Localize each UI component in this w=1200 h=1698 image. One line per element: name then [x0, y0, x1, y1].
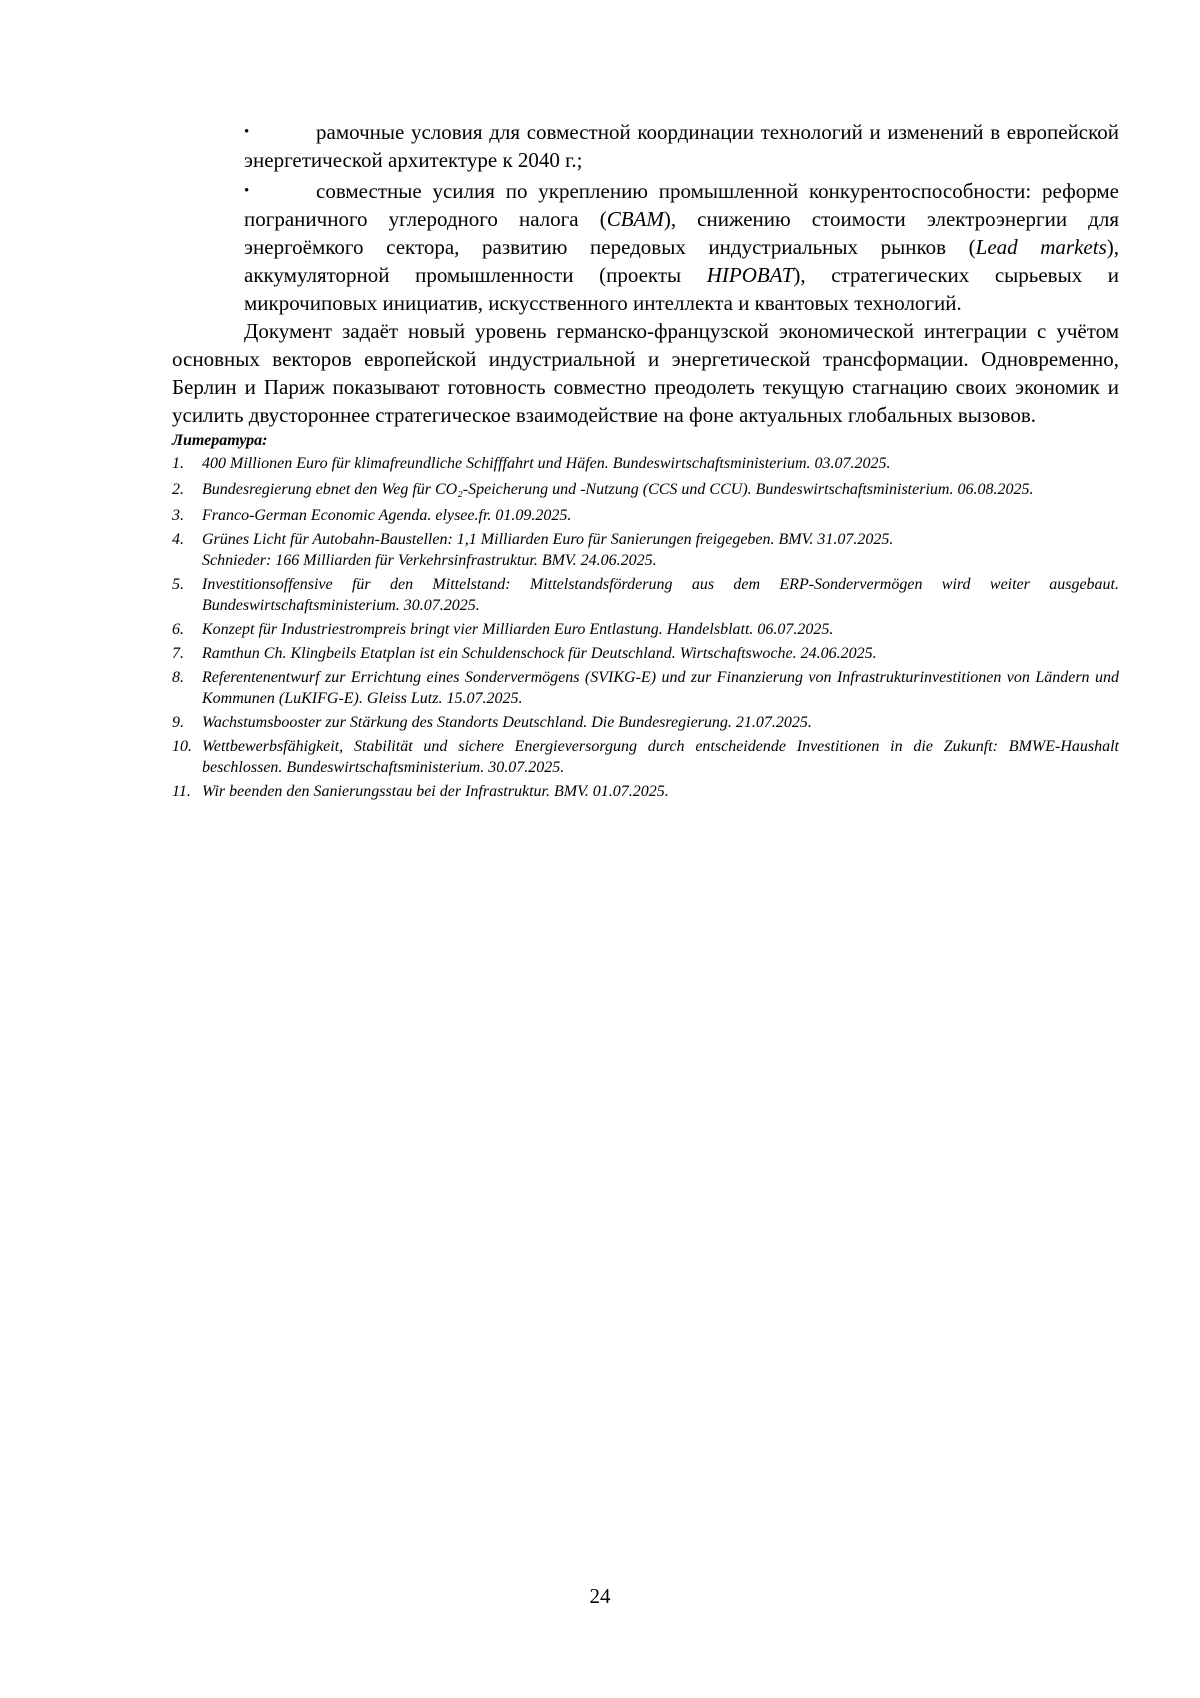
reference-number: 10. — [172, 738, 192, 755]
bullet-list — [172, 118, 1119, 317]
bullet-dot-icon: • — [244, 183, 250, 199]
reference-number: 6. — [172, 621, 184, 638]
reference-text: Franco-German Economic Agenda. elysee.fr. 01.09.2025. — [202, 507, 572, 524]
bullet-text-part: ), снижению стоимости электроэнергии для энергоёмкого сектора, развитию передовых индустриальных рынков ( — [244, 207, 1119, 259]
reference-number: 4. — [172, 531, 184, 548]
bullet-text — [244, 177, 1119, 317]
bullet-text-part: ), стратегических сырьевых и микрочиповых инициатив, искусственного интеллекта и квантовых технологий. — [244, 263, 1120, 315]
bullet-text-italic: HIPOBAT — [706, 263, 794, 287]
reference-item — [172, 736, 1119, 778]
reference-item — [172, 643, 1119, 664]
reference-number: 9. — [172, 714, 184, 731]
page-body — [172, 118, 1119, 805]
reference-text: Wir beenden den Sanierungsstau bei der Infrastruktur. BMV. 01.07.2025. — [202, 783, 669, 800]
reference-text: Referentenentwurf zur Errichtung eines Sondervermögens (SVIKG-E) und zur Finanzierung von Infrastrukturinvestitionen von Ländern und Kommunen (LuKIFG-E). Gleiss Lutz. 15.07.2025. — [202, 669, 1119, 707]
reference-number: 2. — [172, 481, 184, 498]
reference-item — [172, 619, 1119, 640]
reference-text: Bundesregierung ebnet den Weg für CO₂-Speicherung und -Nutzung (CCS und CCU). Bundeswirtschaftsministerium. 06.08.2025. — [202, 481, 1034, 498]
bullet-text-italic: Lead markets — [975, 235, 1107, 259]
reference-number: 11. — [172, 783, 191, 800]
reference-item — [172, 477, 1119, 502]
page-number: 24 — [589, 1584, 611, 1608]
references-heading: Литература: — [172, 432, 268, 449]
reference-number: 3. — [172, 507, 184, 524]
reference-item — [172, 505, 1119, 526]
reference-item — [172, 712, 1119, 733]
reference-item — [172, 453, 1119, 474]
reference-number: 8. — [172, 669, 184, 686]
reference-number: 1. — [172, 455, 184, 472]
body-paragraph: Документ задаёт новый уровень германско-французской экономической интеграции с учётом основных векторов европейской индустриальной и энергетической трансформации. Одновременно, Берлин и Париж показывают готовность совместно преодолеть текущую стагнацию своих экономик и усилить двустороннее стратегическое взаимодействие на фоне актуальных глобальных вызовов. — [172, 319, 1119, 427]
bullet-dot-icon: • — [244, 124, 250, 140]
reference-item — [172, 781, 1119, 802]
reference-text: 400 Millionen Euro für klimafreundliche Schifffahrt und Häfen. Bundeswirtschaftsministerium. 03.07.2025. — [202, 455, 891, 472]
reference-text: Investitionsoffensive für den Mittelstand: Mittelstandsförderung aus dem ERP-Sondervermögen wird weiter ausgebaut. Bundeswirtschaftsministerium. 30.07.2025. — [202, 576, 1119, 614]
reference-text: Wachstumsbooster zur Stärkung des Standorts Deutschland. Die Bundesregierung. 21.07.2025. — [202, 714, 812, 731]
bullet-text-italic: CBAM — [606, 207, 664, 231]
bullet-text — [244, 118, 1119, 174]
reference-item — [172, 667, 1119, 709]
bullet-text-part: ), аккумуляторной промышленности (проекты — [244, 235, 1119, 287]
bullet-item — [172, 118, 1119, 174]
bullet-text-part: совместные усилия по укреплению промышленной конкурентоспособности: реформе пограничного углеродного налога ( — [244, 179, 1119, 231]
reference-text: Ramthun Ch. Klingbeils Etatplan ist ein Schuldenschock für Deutschland. Wirtschaftswoche. 24.06.2025. — [202, 645, 877, 662]
reference-item — [172, 529, 1119, 571]
reference-item — [172, 574, 1119, 616]
reference-number: 7. — [172, 645, 184, 662]
reference-number: 5. — [172, 576, 184, 593]
reference-text: Konzept für Industriestrompreis bringt vier Milliarden Euro Entlastung. Handelsblatt. 06.07.2025. — [202, 621, 834, 638]
bullet-text-part: рамочные условия для совместной координации технологий и изменений в европейской энергетической архитектуре к 2040 г.; — [244, 120, 1119, 172]
reference-text: Schnieder: 166 Milliarden für Verkehrsinfrastruktur. BMV. 24.06.2025. — [202, 552, 657, 569]
reference-text: Grünes Licht für Autobahn-Baustellen: 1,1 Milliarden Euro für Sanierungen freigegeben. BMV. 31.07.2025. — [202, 531, 894, 548]
bullet-item — [172, 177, 1119, 317]
references-list — [172, 453, 1119, 802]
reference-text: Wettbewerbsfähigkeit, Stabilität und sichere Energieversorgung durch entscheidende Investitionen in die Zukunft: BMWE-Haushalt beschlossen. Bundeswirtschaftsministerium. 30.07.2025. — [202, 738, 1119, 776]
